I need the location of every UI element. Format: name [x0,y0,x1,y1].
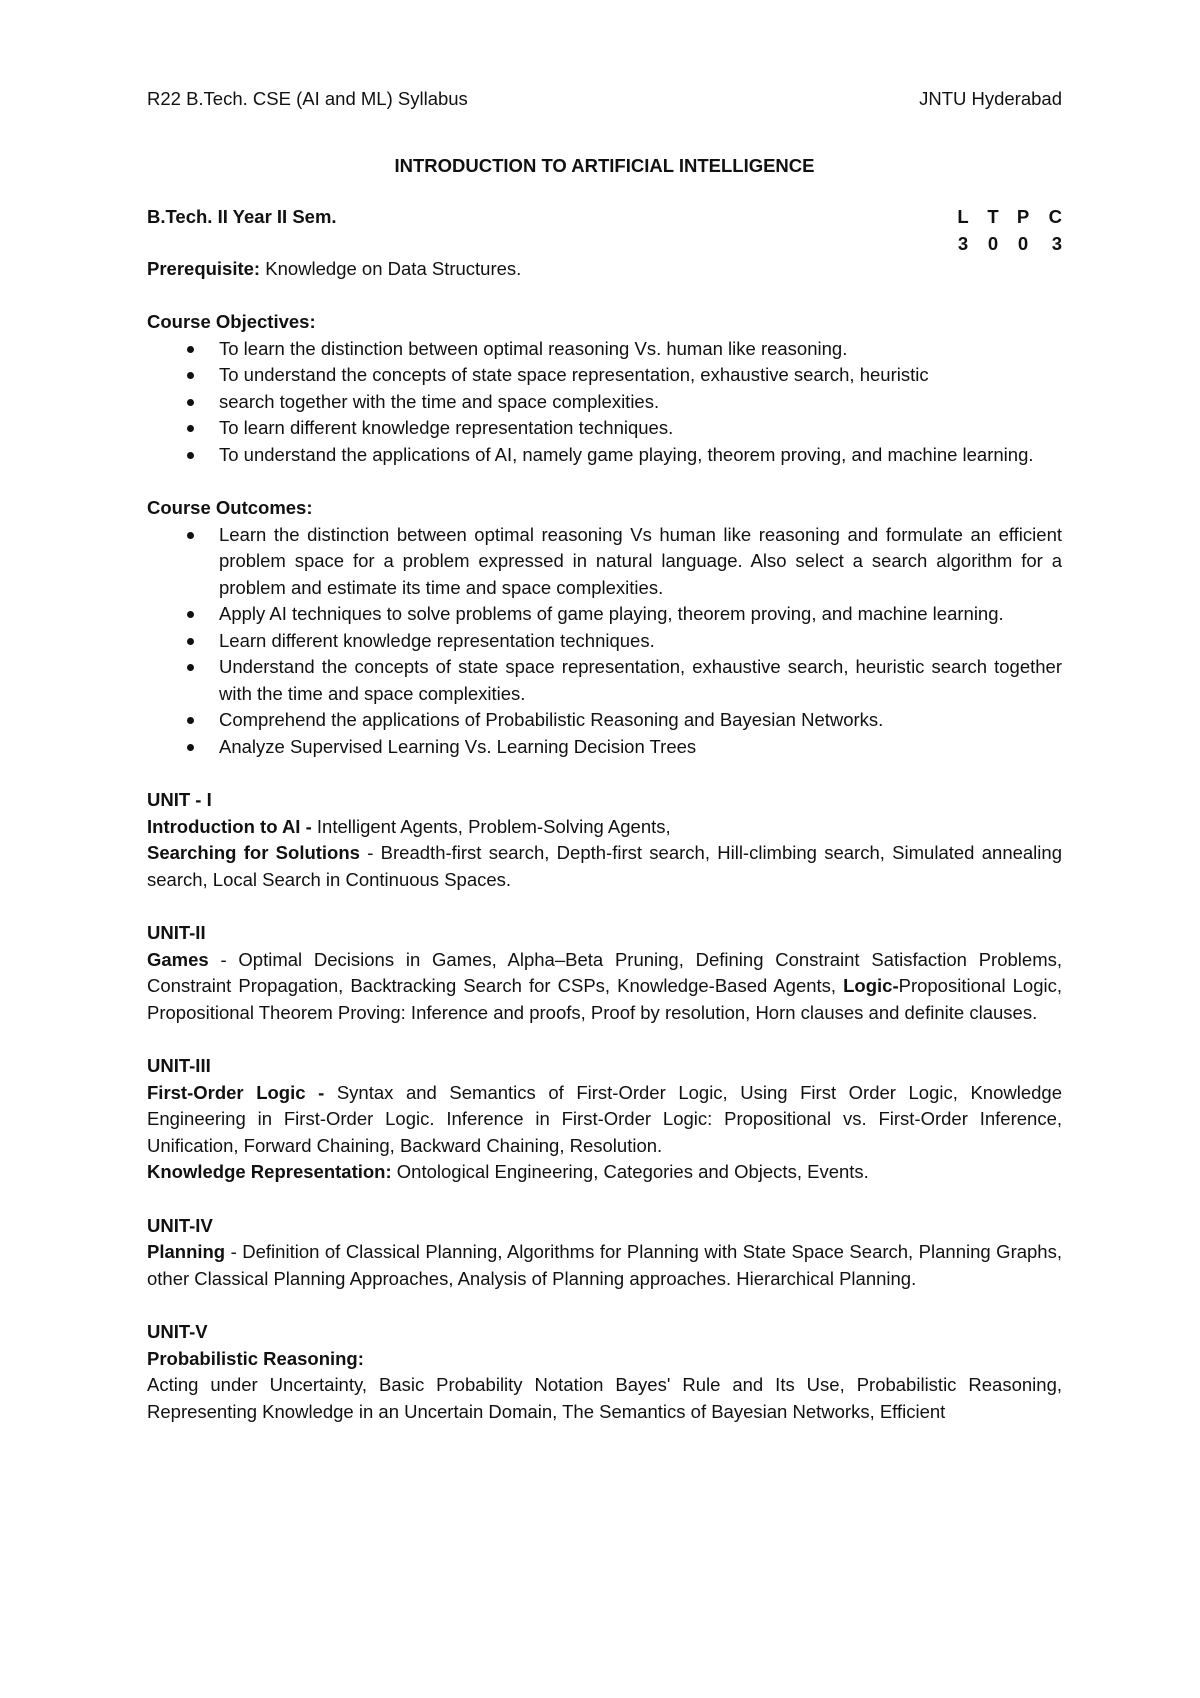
unit-paragraph [147,1080,1062,1160]
unit-4 [147,1213,1062,1293]
objectives-list [147,336,1062,469]
prerequisite [147,256,1062,283]
unit-heading: UNIT-III [147,1055,211,1076]
ltpc-value-p: 0 [1017,233,1029,254]
unit-paragraph [147,1159,1062,1186]
list-item: search together with the time and space complexities. [147,389,1062,416]
list-item: Analyze Supervised Learning Vs. Learning Decision Trees [147,734,1062,761]
topic-label: First-Order Logic - [147,1081,337,1103]
unit-1 [147,787,1062,893]
topic-label: Introduction to AI - [147,815,317,837]
header-syllabus: R22 B.Tech. CSE (AI and ML) Syllabus [147,88,468,109]
header-university: JNTU Hyderabad [919,88,1062,109]
ltpc-value-t: 0 [987,233,999,254]
unit-heading: UNIT-V [147,1321,208,1342]
unit-2 [147,920,1062,1026]
ltpc-value-c: 3 [1051,233,1062,254]
unit-paragraph [147,947,1062,1027]
ltpc-labels [948,204,1062,231]
document-page [147,86,1062,1425]
unit-3 [147,1053,1062,1186]
topic-text: - Optimal Decisions in Games, Alpha–Beta Pruning, Defining Constraint Satisfaction Problems, Constraint Propagation, Backtracking Search for CSPs, Knowledge-Based Agents, [147,948,1062,996]
unit-paragraph [147,814,1062,841]
unit-paragraph: Acting under Uncertainty, Basic Probability Notation Bayes' Rule and Its Use, Probabilistic Reasoning, Representing Knowledge in an Uncertain Domain, The Semantics of Bayesian Networks, Efficient [147,1374,1062,1422]
topic-label: Searching for Solutions [147,842,360,863]
unit-heading: UNIT-IV [147,1214,213,1236]
ltpc-label-l: L [957,206,969,227]
unit-heading: UNIT-II [147,922,206,943]
list-item: Learn different knowledge representation techniques. [147,628,1062,655]
page-header [147,86,1062,112]
semester-row [147,204,1062,258]
topic-label: Logic- [843,975,899,996]
semester-label: B.Tech. II Year II Sem. [147,205,337,227]
list-item: To learn the distinction between optimal reasoning Vs. human like reasoning. [147,336,1062,363]
outcomes-heading: Course Outcomes: [147,497,313,518]
objectives-heading: Course Objectives: [147,311,316,332]
list-item: To understand the concepts of state space representation, exhaustive search, heuristic [147,362,1062,389]
ltpc-label-c: C [1048,206,1062,227]
outcomes-list [147,522,1062,761]
unit-paragraph [147,1239,1062,1292]
ltpc-table [948,204,1062,258]
list-item: Understand the concepts of state space representation, exhaustive search, heuristic search together with the time and space complexities. [147,654,1062,707]
list-item: Comprehend the applications of Probabilistic Reasoning and Bayesian Networks. [147,707,1062,734]
unit-paragraph [147,840,1062,893]
prerequisite-text: Knowledge on Data Structures. [260,257,522,279]
list-item: Apply AI techniques to solve problems of game playing, theorem proving, and machine learning. [147,601,1062,628]
topic-label: Knowledge Representation: [147,1161,392,1182]
topic-label: Games [147,948,209,970]
course-title: INTRODUCTION TO ARTIFICIAL INTELLIGENCE [394,155,815,176]
topic-text: - Definition of Classical Planning, Algorithms for Planning with State Space Search, Planning Graphs, other Classical Planning Approaches, Analysis of Planning approaches. Hierarchical Planning. [147,1241,1062,1289]
topic-label: Probabilistic Reasoning: [147,1347,364,1369]
list-item: Learn the distinction between optimal reasoning Vs human like reasoning and formulate an efficient problem space for a problem expressed in natural language. Also select a search algorithm for a problem and estimate its time and space complexities. [147,522,1062,602]
list-item: To learn different knowledge representation techniques. [147,415,1062,442]
ltpc-value-l: 3 [957,233,969,254]
unit-heading: UNIT - I [147,789,212,810]
ltpc-label-p: P [1016,206,1030,227]
topic-text: Intelligent Agents, Problem-Solving Agents, [316,815,671,837]
prerequisite-label: Prerequisite: [147,257,261,279]
topic-text: Propositional Logic, Propositional Theorem Proving: Inference and proofs, Proof by resolution, Horn clauses and definite clauses. [147,975,1062,1023]
list-item: To understand the applications of AI, namely game playing, theorem proving, and machine learning. [147,442,1062,469]
topic-label: Planning [147,1241,226,1262]
topic-text: Syntax and Semantics of First-Order Logic, Using First Order Logic, Knowledge Engineering in First-Order Logic. Inference in First-Order Logic: Propositional vs. First-Order Inference, Unification, Forward Chaining, Backward Chaining, Resolution. [147,1081,1062,1156]
unit-5 [147,1319,1062,1425]
topic-text: - Breadth-first search, Depth-first search, Hill-climbing search, Simulated annealing search, Local Search in Continuous Spaces. [147,842,1062,890]
ltpc-values [948,231,1062,258]
ltpc-label-t: T [987,206,999,227]
topic-text: Ontological Engineering, Categories and Objects, Events. [391,1161,869,1182]
